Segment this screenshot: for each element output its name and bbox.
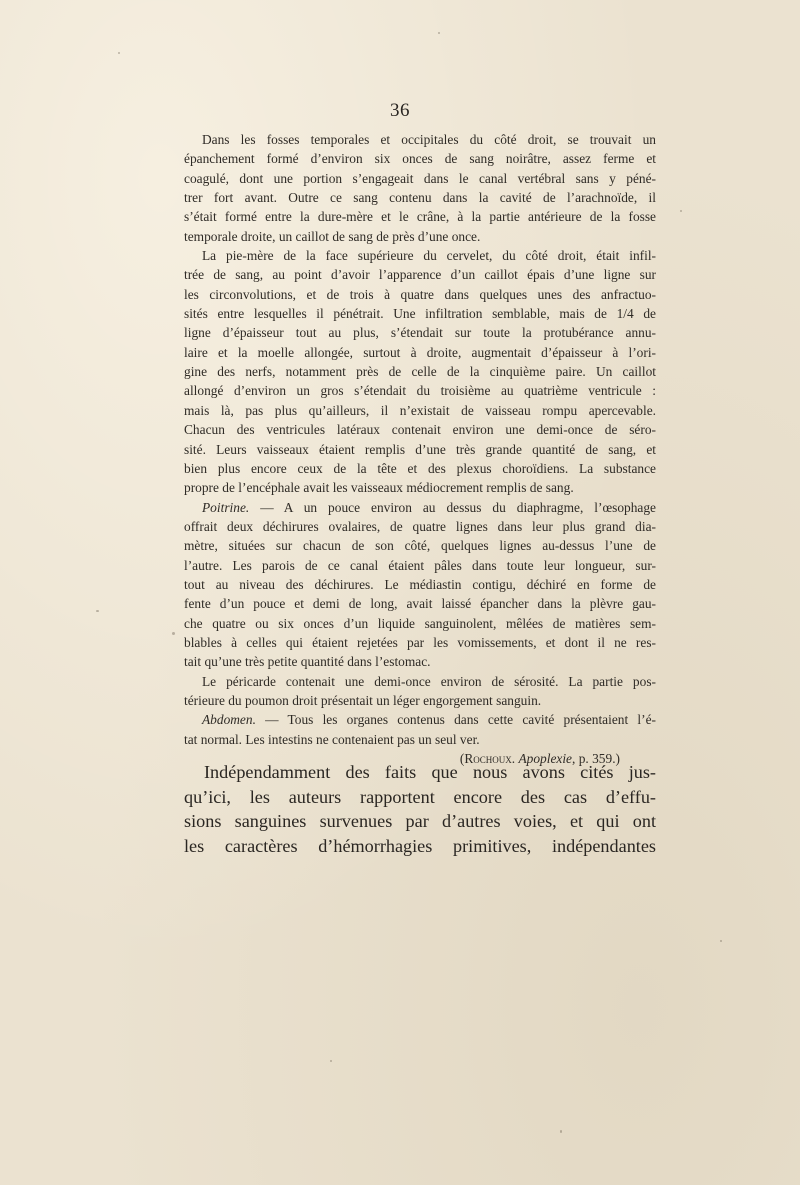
citation-open: ( <box>459 751 465 766</box>
paper-speck <box>96 610 99 612</box>
text-line: fente d’un pouce et demi de long, avait laissé épancher dans la plèvre gau- <box>184 596 656 612</box>
text-line: propre de l’encéphale avait les vaisseaux médiocrement remplis de sang. <box>184 480 574 496</box>
text-line: Chacun des ventricules latéraux contenait environ une demi-once de séro- <box>184 422 656 438</box>
text-line: les circonvolutions, et de trois à quatre dans quelques unes des anfractuo- <box>184 286 656 302</box>
autopsy-report-text <box>184 130 656 768</box>
main-text-paragraph <box>184 760 656 858</box>
text-line: tat normal. Les intestins ne contenaient pas un seul ver. <box>184 731 480 747</box>
text-line: tait qu’une très petite quantité dans l’estomac. <box>184 654 431 670</box>
text-line: sions sanguines survenues par d’autres voies, et qui ont <box>184 811 656 831</box>
text-line: gine des nerfs, notamment près de celle de la cinquième paire. Un caillot <box>184 364 656 380</box>
text-line: Le péricarde contenait une demi-once environ de sérosité. La partie pos- <box>202 673 656 689</box>
text-line: Dans les fosses temporales et occipitales du côté droit, se trouvait un <box>202 132 656 147</box>
paper-speck <box>560 1130 562 1133</box>
citation-author: Rochoux. <box>464 751 516 766</box>
text-line: ligne d’épaisseur tout au plus, s’étendait sur toute la protubérance annu- <box>184 325 656 341</box>
paragraph-abdomen-findings <box>184 710 656 749</box>
text-line: l’autre. Les parois de ce canal étaient pâles dans toute leur longueur, sur- <box>184 557 656 573</box>
text-line <box>184 498 656 517</box>
text-line: offrait deux déchirures ovalaires, de quatre lignes dans leur plus grand dia- <box>184 518 656 534</box>
section-lead-poitrine: Poitrine. <box>202 499 250 515</box>
text-line: mais là, pas plus qu’ailleurs, il n’existait de vaisseau rompu apercevable. <box>184 402 656 418</box>
text-line-rest: — Tous les organes contenus dans cette cavité présentaient l’é- <box>255 712 656 728</box>
paper-speck <box>680 210 682 212</box>
text-line: épanchement formé d’environ six onces de sang noirâtre, assez ferme et <box>184 151 656 167</box>
citation-work: Apoplexie <box>518 751 573 766</box>
page-number: 36 <box>390 100 410 121</box>
text-line: coagulé, dont une portion s’engageait dans le canal vertébral sans y péné- <box>184 170 656 186</box>
text-line: bien plus encore ceux de la tête et des plexus choroïdiens. La substance <box>184 460 656 476</box>
text-line: les caractères d’hémorrhagies primitives, indépendantes <box>184 835 656 856</box>
text-line: blables à celles qui étaient rejetées par les vomissements, et dont il ne res- <box>184 634 656 650</box>
text-line: qu’ici, les auteurs rapportent encore des cas d’effu- <box>184 786 656 807</box>
text-line: allongé d’environ un gros s’étendait du troisième au quatrième ventricule : <box>184 383 656 399</box>
paper-speck <box>720 940 722 942</box>
text-line: trée de sang, au point d’avoir l’apparence d’un caillot épais d’une ligne sur <box>184 267 656 283</box>
text-line: La pie-mère de la face supérieure du cervelet, du côté droit, était infil- <box>202 248 656 264</box>
citation-page: , p. 359.) <box>572 751 620 766</box>
text-line: che quatre ou six onces d’un liquide sanguinolent, mêlées de matières sem- <box>184 615 656 631</box>
text-line: Indépendamment des faits que nous avons cités jus- <box>204 762 656 782</box>
paper-speck <box>438 32 440 34</box>
text-line: sité. Leurs vaisseaux étaient remplis d’une très grande quantité de sang, et <box>184 441 656 457</box>
text-line: mètre, situées sur chacun de son côté, quelques lignes au-dessus l’une de <box>184 538 656 554</box>
paper-speck <box>330 1060 332 1062</box>
paper-speck <box>118 52 120 54</box>
text-line-rest: — A un pouce environ au dessus du diaphragme, l’œsophage <box>249 499 656 515</box>
paragraph-cerebellum-findings <box>184 246 656 497</box>
paragraph-cranial-findings <box>184 130 656 246</box>
text-line: s’était formé entre la dure-mère et le crâne, à la partie antérieure de la fosse <box>184 209 656 225</box>
text-line: temporale droite, un caillot de sang de près d’une once. <box>184 228 481 244</box>
text-line: sités entre lesquelles il pénétrait. Une infiltration semblable, mais de 1/4 de <box>184 306 656 322</box>
paragraph-pericardium-findings <box>184 672 656 711</box>
section-lead-abdomen: Abdomen. <box>202 712 256 728</box>
text-line: trer fort avant. Outre ce sang contenu dans la cavité de l’arachnoïde, il <box>184 190 656 206</box>
text-line <box>184 710 656 729</box>
text-line: laire et la moelle allongée, surtout à droite, augmentait d’épaisseur à l’ori- <box>184 344 656 360</box>
paper-speck <box>172 632 175 635</box>
paragraph-chest-findings <box>184 498 656 672</box>
text-line: térieure du poumon droit présentait un léger engorgement sanguin. <box>184 692 542 708</box>
text-line: tout au niveau des déchirures. Le médiastin contigu, déchiré en forme de <box>184 576 656 592</box>
